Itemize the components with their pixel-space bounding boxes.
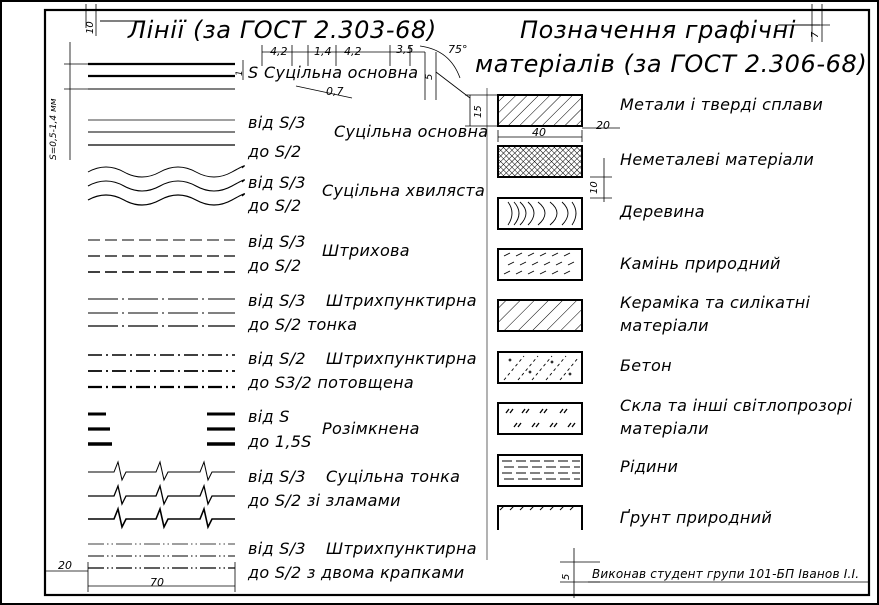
- hatch-details: [502, 202, 580, 479]
- hatch-ground: [498, 506, 582, 530]
- dim-footer-height: 5: [561, 573, 572, 580]
- line-sample: [88, 486, 235, 504]
- line-name-1: Суцільна основна: [264, 63, 419, 82]
- line-sample: [88, 194, 244, 205]
- line-name-9: Штрихпунктирна: [326, 539, 477, 558]
- line-range-9a: від S/3: [248, 539, 306, 558]
- line-sample: [88, 462, 235, 480]
- material-label-6: Бетон: [620, 356, 672, 375]
- line-range-5a: від S/3: [248, 291, 306, 310]
- material-hatch-boxes: [498, 95, 582, 486]
- footer-author: Виконав студент групи 101-БП Іванов І.І.: [592, 567, 860, 581]
- dim-0-7: 0,7: [326, 85, 344, 98]
- line-name-6: Штрихпунктирна: [326, 349, 477, 368]
- line-range-2b: до S/2: [248, 142, 302, 161]
- material-label-9: Ґрунт природний: [620, 508, 773, 527]
- dim-1-4: 1,4: [314, 45, 332, 58]
- dim-4-2-b: 4,2: [344, 45, 362, 58]
- material-label-1: Метали і тверді сплави: [620, 95, 824, 114]
- hatch-wood: [498, 198, 582, 229]
- line-range-8b: до S/2 зі зламами: [248, 491, 401, 510]
- line-sample: [88, 509, 235, 527]
- line-range-9b: до S/2 з двома крапками: [248, 563, 465, 582]
- dim-box-width: 40: [532, 126, 546, 139]
- dim-3-5: 3,5: [396, 43, 414, 56]
- line-range-4b: до S/2: [248, 256, 302, 275]
- dim-1: 1: [235, 70, 245, 76]
- line-range-1: S: [248, 63, 259, 82]
- hatch-glass: [498, 403, 582, 434]
- line-range-6b: до S3/2 потовщена: [248, 373, 414, 392]
- line-name-5: Штрихпунктирна: [326, 291, 477, 310]
- hatch-liquids: [498, 455, 582, 486]
- line-range-6a: від S/2: [248, 349, 306, 368]
- line-range-3b: до S/2: [248, 196, 302, 215]
- dim-box-height: 15: [473, 105, 484, 118]
- material-label-7b: матеріали: [620, 419, 709, 438]
- material-label-5a: Кераміка та силікатні: [620, 293, 811, 312]
- line-range-2a: від S/3: [248, 113, 306, 132]
- line-range-7b: до 1,5S: [248, 432, 312, 451]
- material-label-2: Неметалеві матеріали: [620, 150, 815, 169]
- material-label-4: Камінь природний: [620, 254, 781, 273]
- line-sample: [88, 180, 244, 191]
- dim-top-right: 7: [810, 31, 821, 38]
- line-name-3: Суцільна хвиляста: [322, 181, 486, 200]
- line-range-5b: до S/2 тонка: [248, 315, 358, 334]
- line-samples: [88, 64, 244, 568]
- hatch-nonmetals: [498, 146, 582, 177]
- line-range-8a: від S/3: [248, 467, 306, 486]
- dim-top-left: 10: [85, 21, 96, 34]
- line-name-8: Суцільна тонка: [326, 467, 461, 486]
- line-range-4a: від S/3: [248, 232, 306, 251]
- title-materials-line1: Позначення графічні: [520, 16, 796, 44]
- title-lines: Лінії (за ГОСТ 2.303-68): [128, 16, 437, 44]
- dim-angle: 75°: [448, 43, 468, 56]
- hatch-metals: [498, 95, 582, 126]
- line-name-7: Розімкнена: [322, 419, 420, 438]
- material-label-3: Деревина: [620, 202, 705, 221]
- dim-5: 5: [424, 73, 435, 80]
- line-name-2: Суцільна основна: [334, 122, 489, 141]
- line-name-4: Штрихова: [322, 241, 410, 260]
- dim-spacing: 10: [589, 181, 600, 194]
- material-label-8: Рідини: [620, 457, 679, 476]
- hatch-ceramics: [498, 300, 582, 331]
- material-label-7a: Скла та інші світлопрозорі: [620, 396, 853, 415]
- dim-bottom-length: 70: [150, 576, 164, 589]
- line-range-7a: від S: [248, 407, 290, 426]
- line-range-3a: від S/3: [248, 173, 306, 192]
- material-label-5b: матеріали: [620, 316, 709, 335]
- hatch-concrete: [498, 352, 582, 383]
- title-materials-line2: матеріалів (за ГОСТ 2.306-68): [475, 50, 868, 78]
- line-sample: [88, 166, 244, 177]
- dim-bottom-margin: 20: [58, 559, 72, 572]
- dim-gap: 20: [596, 119, 610, 132]
- dim-4-2-a: 4,2: [270, 45, 288, 58]
- dim-s-range: S=0,5-1,4 мм: [49, 98, 59, 160]
